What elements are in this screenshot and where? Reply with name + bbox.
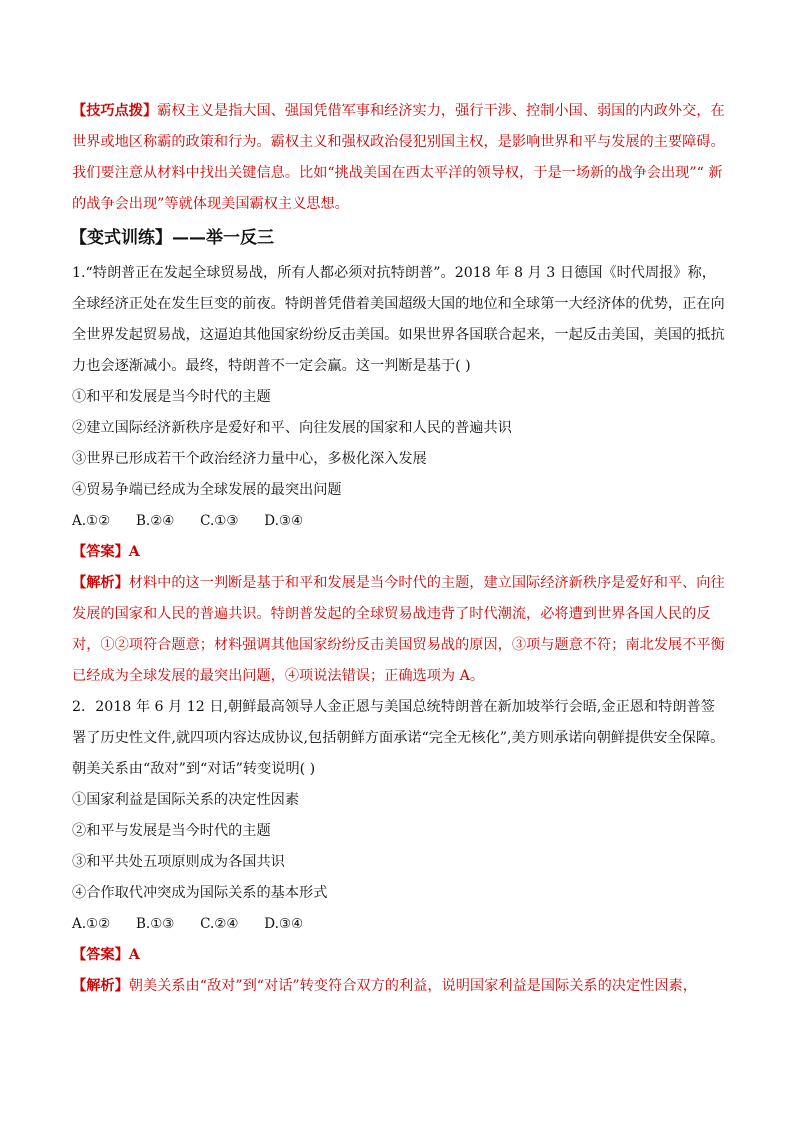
q1-option-2: ②建立国际经济新秩序是爱好和平、向往发展的国家和人民的普遍共识	[72, 420, 512, 436]
q2-analysis	[72, 971, 727, 1002]
q2-analysis-text: 朝美关系由“敌对”到“对话”转变符合双方的利益，说明国家利益是国际关系的决定性因素，	[128, 978, 697, 994]
q1-option-4: ④贸易争端已经成为全球发展的最突出问题	[72, 482, 342, 498]
q2-answer-tag: 【答案】	[72, 947, 129, 963]
q1-analysis-tag: 【解析】	[72, 575, 129, 591]
q1-option-3: ③世界已形成若干个政治经济力量中心，多极化深入发展	[72, 451, 427, 467]
q1-stem: 1.“特朗普正在发起全球贸易战，所有人都必须对抗特朗普”。2018 年 8 月 3 日德国《时代周报》称，全球经济正处在发生巨变的前夜。特朗普凭借着美国超级大国的地位和全球第一大经济体的优势，正在向全世界发起贸易战，这逼迫其他国家纷纷反击美国。如果世界各国联合起来，一起反击美国，美国的抵抗力也会逐渐减小。最终，特朗普不一定会赢。这一判断是基于( )	[72, 265, 725, 374]
q1-analysis-text: 材料中的这一判断是基于和平和发展是当今时代的主题，建立国际经济新秩序是爱好和平、向往发展的国家和人民的普遍共识。特朗普发起的全球贸易战违背了时代潮流，必将遭到世界各国人民的反对，①②项符合题意；材料强调其他国家纷纷反击美国贸易战的原因，③项与题意不符；南北发展不平衡已经成为全球发展的最突出问题，④项说法错误；正确选项为 A。	[72, 575, 725, 684]
q1-answer-value: A	[128, 544, 140, 560]
q2-analysis-tag: 【解析】	[72, 978, 129, 994]
q2-choices: A.①② B.①③ C.②④ D.③④	[72, 916, 304, 932]
tip-paragraph	[72, 96, 727, 220]
q2-option-2: ②和平与发展是当今时代的主题	[72, 823, 271, 839]
q2-option-1: ①国家利益是国际关系的决定性因素	[72, 792, 300, 808]
q1-analysis	[72, 568, 727, 692]
tip-tag: 【技巧点拨】	[72, 103, 158, 119]
document-page	[72, 96, 727, 1002]
q2-stem: 2．2018 年 6 月 12 日,朝鲜最高领导人金正恩与美国总统特朗普在新加坡举行会晤,金正恩和特朗普签署了历史性文件,就四项内容达成协议,包括朝鲜方面承诺“完全无核化”,美方则承诺向朝鲜提供安全保障。朝美关系由“敌对”到“对话”转变说明( )	[72, 699, 725, 777]
q2-option-3: ③和平共处五项原则成为各国共识	[72, 854, 285, 870]
tip-text: 霸权主义是指大国、强国凭借军事和经济实力，强行干涉、控制小国、弱国的内政外交，在世界或地区称霸的政策和行为。霸权主义和强权政治侵犯别国主权，是影响世界和平与发展的主要障碍。我们要注意从材料中找出关键信息。比如“挑战美国在西太平洋的领导权，于是一场新的战争会出现”“ 新的战争会出现”等就体现美国霸权主义思想。	[72, 103, 725, 212]
section-title: 【变式训练】——举一反三	[70, 228, 274, 248]
q1-option-1: ①和平和发展是当今时代的主题	[72, 389, 271, 405]
q1-answer	[72, 537, 727, 568]
q2-answer-value: A	[128, 947, 140, 963]
q1-choices: A.①② B.②④ C.①③ D.③④	[72, 513, 304, 529]
q2-option-4: ④合作取代冲突成为国际关系的基本形式	[72, 885, 328, 901]
q1-answer-tag: 【答案】	[72, 544, 129, 560]
q2-answer	[72, 940, 727, 971]
